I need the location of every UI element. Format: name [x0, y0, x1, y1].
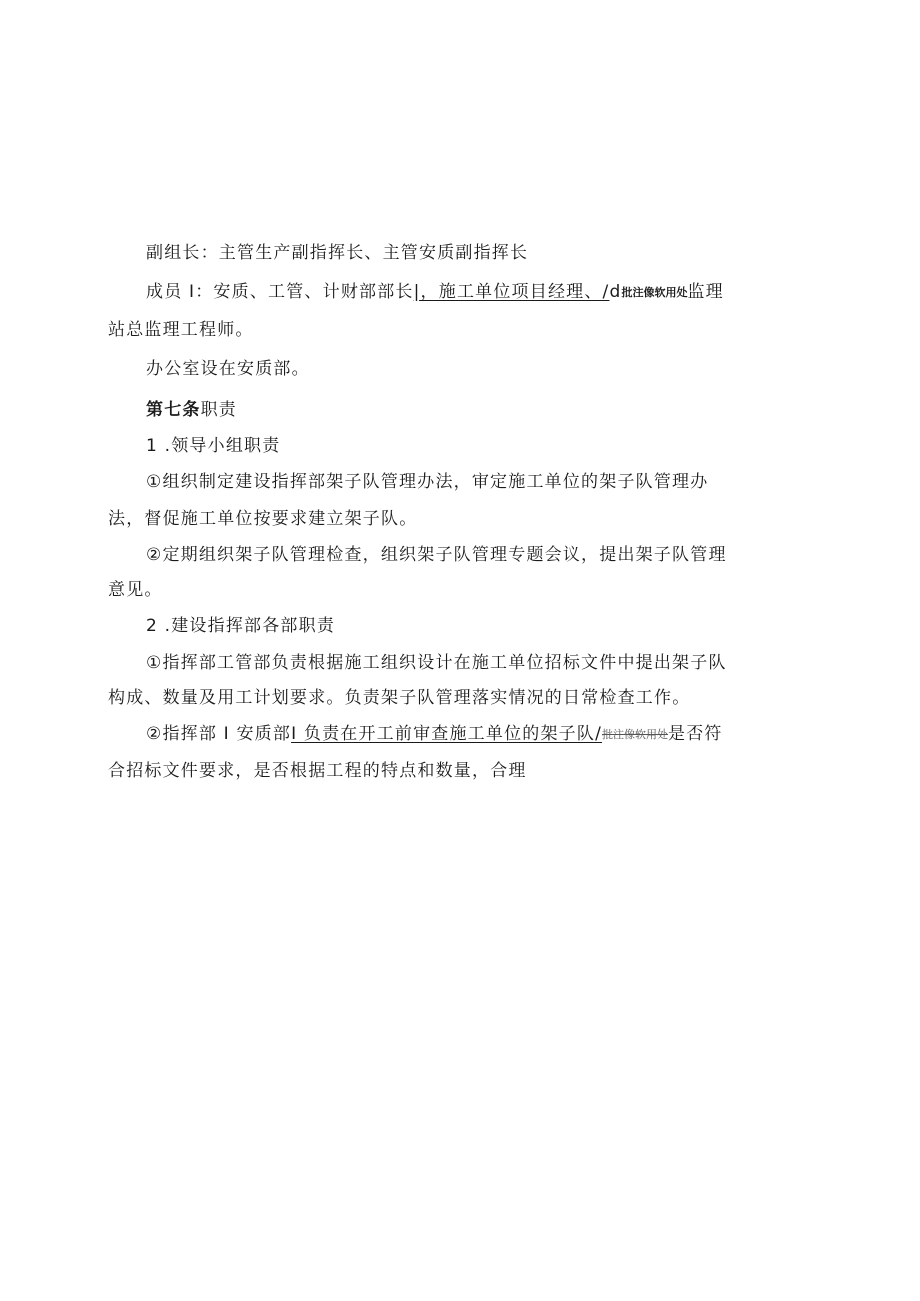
annotation-mark-struck: 批注像软用处: [602, 728, 669, 741]
paragraph-1-1-cont: 法，督促施工单位按要求建立架子队。: [108, 509, 418, 529]
paragraph-1-2: ②定期组织架子队管理检查，组织架子队管理专题会议，提出架子队管理: [146, 545, 727, 565]
members-underlined-text: |，施工单位项目经理、/: [413, 282, 610, 302]
members-text: 成员 I：安质、工管、计财部部长: [146, 282, 414, 302]
paragraph-deputy-leaders: 副组长：主管生产副指挥长、主管安质副指挥长: [146, 243, 529, 263]
paragraph-2-2-text: ②指挥部 I 安质部: [146, 724, 292, 744]
annotation-mark: 批注像软用处: [621, 286, 688, 299]
section-2-heading: 2 .建设指挥部各部职责: [146, 616, 336, 636]
article-seven-heading: [146, 399, 237, 421]
paragraph-members: [146, 281, 724, 304]
paragraph-1-1: ①组织制定建设指挥部架子队管理办法，审定施工单位的架子队管理办: [146, 472, 709, 492]
section-1-heading: 1 .领导小组职责: [146, 436, 281, 456]
paragraph-2-2-underlined: I 负责在开工前审查施工单位的架子队/: [291, 724, 603, 744]
paragraph-2-2-end: 是否符: [668, 724, 723, 744]
members-text-end: 监理: [687, 282, 724, 302]
article-title: 职责: [200, 400, 238, 420]
paragraph-2-1: ①指挥部工管部负责根据施工组织设计在施工单位招标文件中提出架子队: [146, 653, 727, 673]
paragraph-members-cont: 站总监理工程师。: [108, 320, 254, 340]
paragraph-2-2: [146, 723, 723, 746]
paragraph-1-2-cont: 意见。: [108, 580, 163, 600]
paragraph-2-2-cont: 合招标文件要求，是否根据工程的特点和数量，合理: [108, 761, 527, 781]
paragraph-2-1-cont: 构成、数量及用工计划要求。负责架子队管理落实情况的日常检查工作。: [108, 688, 691, 708]
paragraph-office: 办公室设在安质部。: [146, 359, 310, 379]
members-text-d: d: [609, 282, 622, 302]
article-number: 第七条: [146, 400, 201, 420]
